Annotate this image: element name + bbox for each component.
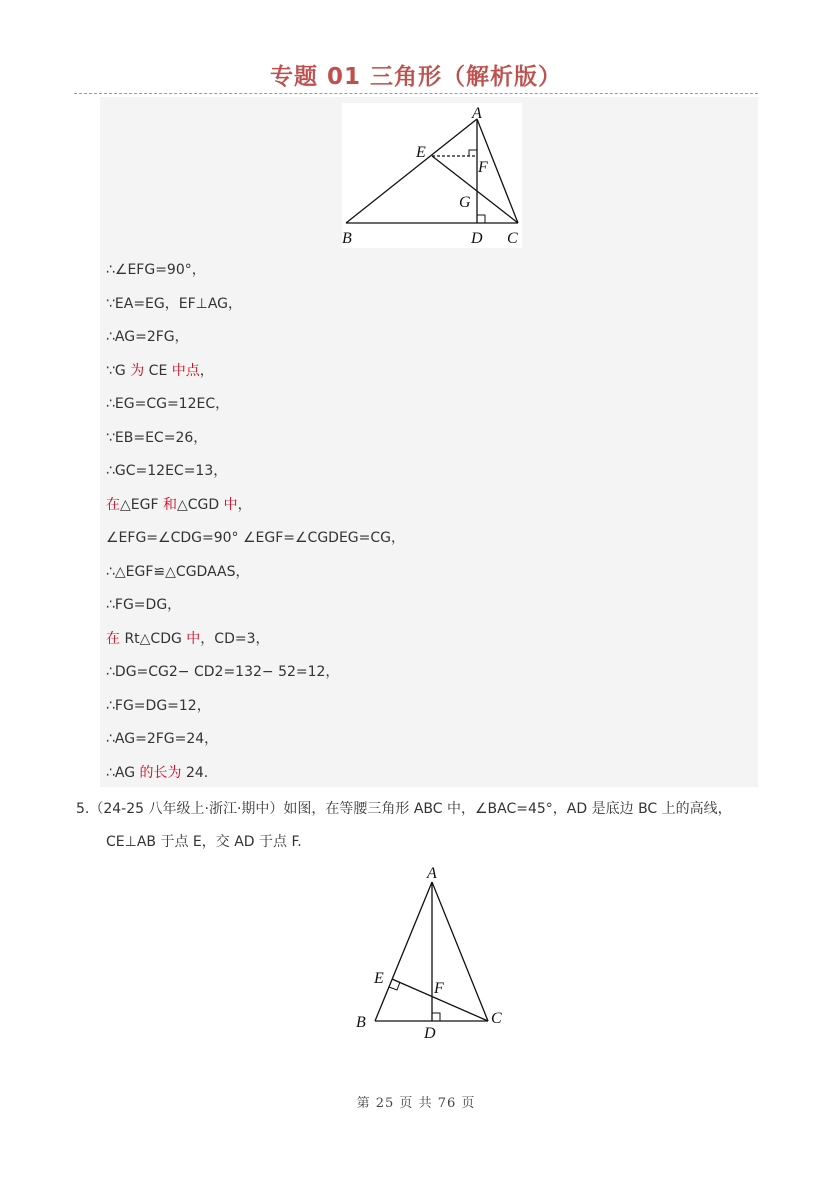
step-text: ∠EFG=∠CDG=90° ∠EGF=∠CGDEG=CG， [106,530,406,546]
figure-1 [342,103,522,248]
figure-2 [350,860,520,1050]
highlight-text: 在 [106,630,120,647]
solution-line [106,562,250,582]
right-angle-d [477,215,485,223]
step-text: ∵EB=EC=26， [106,429,208,446]
step-text: ， [199,362,214,379]
step-text: ∴GC=12EC=13， [106,463,228,479]
step-text: Rt△CDG [120,630,187,647]
step-text: 24. [181,764,209,781]
solution-line [106,528,405,548]
highlight-text: 在 [106,496,120,513]
label-d: D [424,1025,436,1042]
step-text: CE [144,362,172,379]
segment-ab [375,882,432,1021]
solution-line [106,729,218,749]
label-a: A [472,105,482,122]
step-text: ∴△EGF≌△CGDAAS， [106,563,250,580]
highlight-text: 的长为 [139,764,182,781]
highlight-text: 为 [130,362,145,379]
highlight-text: 中点 [171,362,200,379]
label-e: E [416,144,426,161]
label-f: F [478,159,488,176]
step-text: ，CD=3， [200,630,270,647]
step-text: ， [237,496,252,513]
step-text: ∴∠EFG=90°， [106,262,206,278]
step-text: ∵G [106,362,131,379]
figure-2-diagram [350,860,520,1050]
step-text: ∴AG=2FG=24， [106,731,219,747]
step-text: △CGD [176,496,224,513]
label-b: B [342,230,352,247]
step-text: ∴FG=DG， [106,597,182,613]
solution-line [106,260,206,280]
page-title: 专题 01 三角形（解析版） [269,64,563,90]
highlight-text: 和 [162,496,177,513]
label-a: A [427,865,437,882]
step-text: △EGF [120,496,163,513]
label-g: G [459,194,471,211]
problem-5-line-2: CE⊥AB 于点 E，交 AD 于点 F. [106,834,302,850]
figure-1-diagram [342,103,522,248]
solution-line [106,662,339,682]
title-divider [74,93,758,94]
solution-line [106,696,211,716]
solution-line [106,394,229,414]
solution-line [106,629,270,649]
step-text: ∴AG=2FG， [106,329,189,345]
solution-line [106,495,252,515]
step-text: ∵EA=EG，EF⊥AG， [106,295,243,312]
solution-line [106,327,189,347]
highlight-text: 中 [186,630,201,647]
page-footer: 第 25 页 共 76 页 [356,1096,476,1111]
solution-line [106,595,181,615]
segment-ab [346,119,477,223]
step-text: ∴FG=DG=12， [106,697,211,714]
label-e: E [374,970,384,987]
step-text: ∴DG=CG2− CD2=132− 52=12， [106,664,340,680]
highlight-text: 中 [223,496,238,513]
solution-line [106,428,207,448]
right-angle-f [469,150,477,156]
problem-5 [76,793,766,859]
solution-line [106,461,227,481]
label-c: C [507,230,518,247]
step-text: ∴AG [106,764,140,781]
solution-line [106,361,214,381]
label-d: D [471,230,483,247]
label-b: B [356,1014,366,1031]
problem-5-line-1: 5.（24-25 八年级上·浙江·期中）如图，在等腰三角形 ABC 中，∠BAC=45°，AD 是底边 BC 上的高线， [76,801,732,817]
right-angle-d [432,1013,440,1021]
solution-line [106,763,208,783]
label-c: C [491,1010,502,1027]
solution-line [106,294,242,314]
label-f: F [434,980,444,997]
step-text: ∴EG=CG=12EC， [106,396,230,412]
